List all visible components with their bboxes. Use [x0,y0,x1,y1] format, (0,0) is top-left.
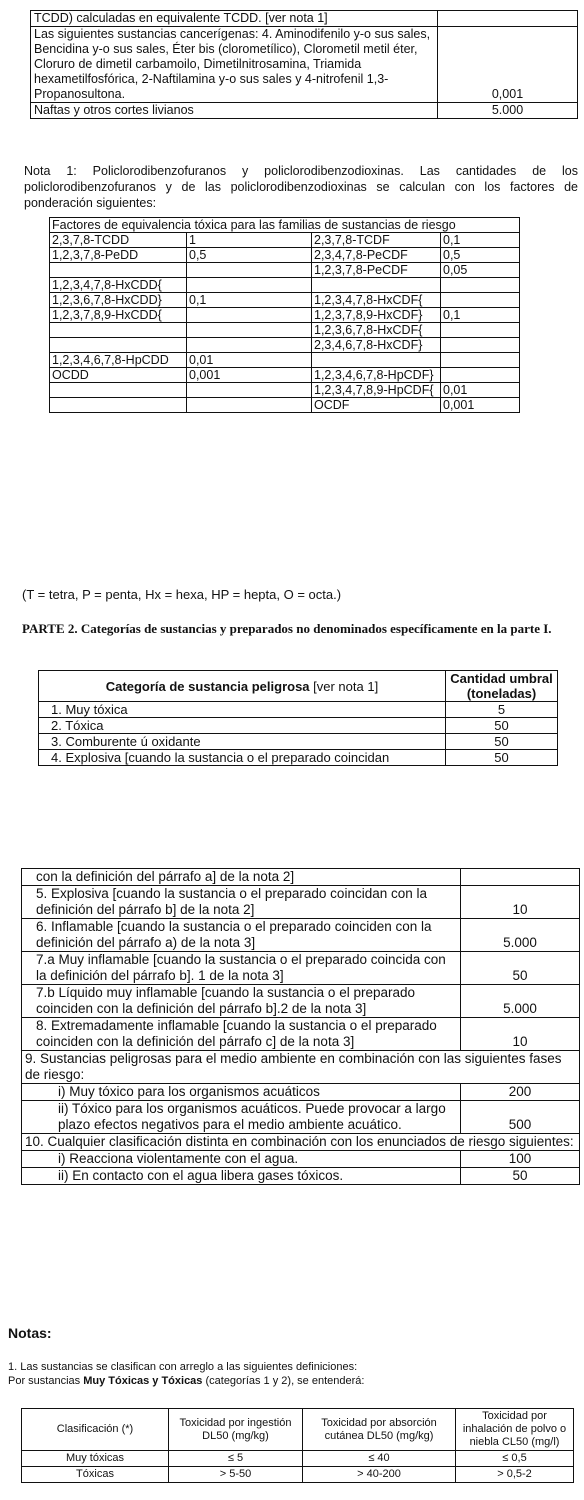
category-column-header: Categoría de sustancia peligrosa [ver nota 1] [39,671,446,702]
compound-cell [50,263,187,278]
compound-cell: 1,2,3,4,6,7,8-HpCDF} [312,368,441,383]
table-row [50,383,520,398]
category-cell: con la definición del párrafo a] de la nota 2] [22,869,461,886]
category-cell: 6. Inflamable [cuando la sustancia o el preparado coinciden con la definición del párrafo a) de la nota 3] [22,919,461,952]
threshold-cell: 200 [461,1084,580,1101]
threshold-cell: 10 [461,1018,580,1051]
compound-cell [312,353,441,368]
factor-cell: 0,5 [187,248,312,263]
threshold-cell: 100 [461,1151,580,1168]
abbreviation-legend: (T = tetra, P = penta, Hx = hexa, HP = hepta, O = octa.) [22,587,342,602]
compound-cell: 1,2,3,7,8,9-HxCDD{ [50,308,187,323]
factor-cell [187,278,312,293]
ingestion-header: Toxicidad por ingestión DL50 (mg/kg) [169,1409,303,1451]
threshold-cell: 10 [461,886,580,919]
note-1-text [8,1360,364,1388]
table-row [22,1084,580,1101]
category-subcell: i) Reacciona violentamente con el agua. [22,1151,461,1168]
threshold-cell: 500 [461,1101,580,1134]
table-row [22,1151,580,1168]
threshold-cell: 50 [446,734,558,750]
factor-cell [187,398,312,413]
factor-cell [441,278,520,293]
quantity-cell: 5.000 [438,103,578,119]
value-cell: ≤ 0,5 [456,1451,574,1467]
factor-cell: 0,01 [441,383,520,398]
value-cell: ≤ 5 [169,1451,303,1467]
threshold-cell: 5.000 [461,985,580,1018]
threshold-cell [461,869,580,886]
category-cell: 9. Sustancias peligrosas para el medio ambiente en combinación con las siguientes fases de riesgo: [22,1051,580,1084]
category-cell: 7.b Líquido muy inflamable [cuando la sustancia o el preparado coinciden con la definición del párrafo b].2 de la nota 3] [22,985,461,1018]
categories-table-continued [21,868,580,1185]
table-row [50,368,520,383]
substance-cell: TCDD) calculadas en equivalente TCDD. [ver nota 1] [31,11,438,27]
factor-cell [187,383,312,398]
compound-cell [312,278,441,293]
compound-cell: 2,3,7,8-TCDF [312,233,441,248]
categories-table [38,670,558,766]
compound-cell: 1,2,3,4,7,8-HxCDD{ [50,278,187,293]
factor-cell: 1 [187,233,312,248]
table-row [22,1168,580,1185]
compound-cell [50,338,187,353]
factor-cell: 0,001 [441,398,520,413]
table-row [50,278,520,293]
factor-cell: 0,1 [441,233,520,248]
factor-cell: 0,5 [441,248,520,263]
compound-cell: 1,2,3,6,7,8-HxCDD} [50,293,187,308]
factor-cell: 0,01 [187,353,312,368]
table-row [50,353,520,368]
quantity-cell [438,11,578,27]
category-subcell: ii) En contacto con el agua libera gases tóxicos. [22,1168,461,1185]
factor-cell [441,338,520,353]
factor-cell [441,323,520,338]
category-cell: 3. Comburente ú oxidante [39,734,446,750]
compound-cell: 2,3,4,7,8-PeCDF [312,248,441,263]
factor-cell: 0,1 [441,308,520,323]
factor-cell [187,323,312,338]
parte-2-heading: PARTE 2. Categorías de sustancias y preparados no denominados específicamente en la parte I. [22,621,552,636]
tef-table-title: Factores de equivalencia tóxica para las familias de sustancias de riesgo [50,218,520,233]
value-cell: > 40-200 [303,1467,456,1483]
factor-cell [441,293,520,308]
category-cell: 4. Explosiva [cuando la sustancia o el preparado coincidan [39,750,446,766]
table-row [50,338,520,353]
compound-cell: 1,2,3,7,8-PeCDF [312,263,441,278]
factor-cell: 0,1 [187,293,312,308]
compound-cell: OCDF [312,398,441,413]
table-row [22,869,580,886]
quantity-cell: 0,001 [438,27,578,103]
table-row [39,702,558,718]
substance-cell: Naftas y otros cortes livianos [31,103,438,119]
table-row [50,233,520,248]
compound-cell: OCDD [50,368,187,383]
table-row [50,308,520,323]
note-1-line-2: Por sustancias Muy Tóxicas y Tóxicas (categorías 1 y 2), se entenderá: [8,1375,365,1387]
compound-cell [50,323,187,338]
table-row [22,1051,580,1084]
table-row [22,1018,580,1051]
factor-cell [441,368,520,383]
value-cell: > 5-50 [169,1467,303,1483]
table-row [39,718,558,734]
threshold-cell: 50 [461,1168,580,1185]
cutaneous-header: Toxicidad por absorción cutánea DL50 (mg/kg) [303,1409,456,1451]
inhalation-header: Toxicidad por inhalación de polvo o niebla CL50 (mg/l) [456,1409,574,1451]
table-row [31,11,578,27]
table-row [22,1134,580,1151]
compound-cell: 1,2,3,4,6,7,8-HpCDD [50,353,187,368]
category-cell: 10. Cualquier clasificación distinta en combinación con los enunciados de riesgo siguientes: [22,1134,580,1151]
table-row [22,1467,574,1483]
value-cell: > 0,5-2 [456,1467,574,1483]
table-row [22,952,580,985]
factor-cell: 0,05 [441,263,520,278]
table-row [31,27,578,103]
compound-cell: 1,2,3,7,8,9-HxCDF} [312,308,441,323]
table-row [50,248,520,263]
compound-cell: 1,2,3,6,7,8-HxCDF{ [312,323,441,338]
threshold-cell: 50 [446,750,558,766]
threshold-column-header: Cantidad umbral (toneladas) [446,671,558,702]
factor-cell [187,308,312,323]
table-row [22,1451,574,1467]
table-row [50,293,520,308]
substance-cell: Las siguientes sustancias cancerígenas: 4. Aminodifenilo y-o sus sales, Bencidina y-o sus sales, Éter bis (clorometílico), Clorometil metil éter, Cloruro de dimetil carbamoilo, Dimetilnitrosamina, Triamida hexametilfosfórica, 2-Naftilamina y-o sus sales y 4-nitrofenil 1,3-Propanosultona. [31,27,438,103]
toxicity-table [21,1408,574,1483]
threshold-cell: 5 [446,702,558,718]
category-cell: 1. Muy tóxica [39,702,446,718]
value-cell: ≤ 40 [303,1451,456,1467]
compound-cell: 2,3,4,6,7,8-HxCDF} [312,338,441,353]
compound-cell: 1,2,3,7,8-PeDD [50,248,187,263]
factor-cell: 0,001 [187,368,312,383]
table-row [39,734,558,750]
table-row [50,398,520,413]
table-row [50,323,520,338]
classification-cell: Tóxicas [22,1467,169,1483]
classification-cell: Muy tóxicas [22,1451,169,1467]
compound-cell: 1,2,3,4,7,8-HxCDF{ [312,293,441,308]
tef-table [49,217,520,413]
category-cell: 2. Tóxica [39,718,446,734]
note-1-line-1: 1. Las sustancias se clasifican con arreglo a las siguientes definiciones: [8,1361,358,1373]
compound-cell: 1,2,3,4,7,8,9-HpCDF{ [312,383,441,398]
table-header-row [50,218,520,233]
category-subcell: i) Muy tóxico para los organismos acuáticos [22,1084,461,1101]
table-row [31,103,578,119]
table-header-row [39,671,558,702]
threshold-cell: 5.000 [461,919,580,952]
table-row [39,750,558,766]
compound-cell: 2,3,7,8-TCDD [50,233,187,248]
category-cell: 5. Explosiva [cuando la sustancia o el preparado coincidan con la definición del párrafo b] de la nota 2] [22,886,461,919]
table-row [22,886,580,919]
table-header-row [22,1409,574,1451]
compound-cell [50,383,187,398]
category-cell: 7.a Muy inflamable [cuando la sustancia o el preparado coincida con la definición del párrafo b]. 1 de la nota 3] [22,952,461,985]
compound-cell [50,398,187,413]
factor-cell [187,338,312,353]
threshold-cell: 50 [461,952,580,985]
table-row [50,263,520,278]
notas-heading: Notas: [8,1325,52,1341]
table-row [22,1101,580,1134]
threshold-cell: 50 [446,718,558,734]
nota-1-paragraph: Nota 1: Policlorodibenzofuranos y policlorodibenzodioxinas. Las cantidades de los policlorodibenzofuranos y de las policlorodibenzodioxinas se calculan con los factores de ponderación siguientes: [24,163,578,210]
factor-cell [441,353,520,368]
category-subcell: ii) Tóxico para los organismos acuáticos. Puede provocar a largo plazo efectos negativos para el medio ambiente acuático. [22,1101,461,1134]
classification-header: Clasificación (*) [22,1409,169,1451]
table-row [22,919,580,952]
table-row [22,985,580,1018]
factor-cell [187,263,312,278]
top-substances-table [30,10,578,119]
category-cell: 8. Extremadamente inflamable [cuando la sustancia o el preparado coinciden con la definición del párrafo c] de la nota 3] [22,1018,461,1051]
